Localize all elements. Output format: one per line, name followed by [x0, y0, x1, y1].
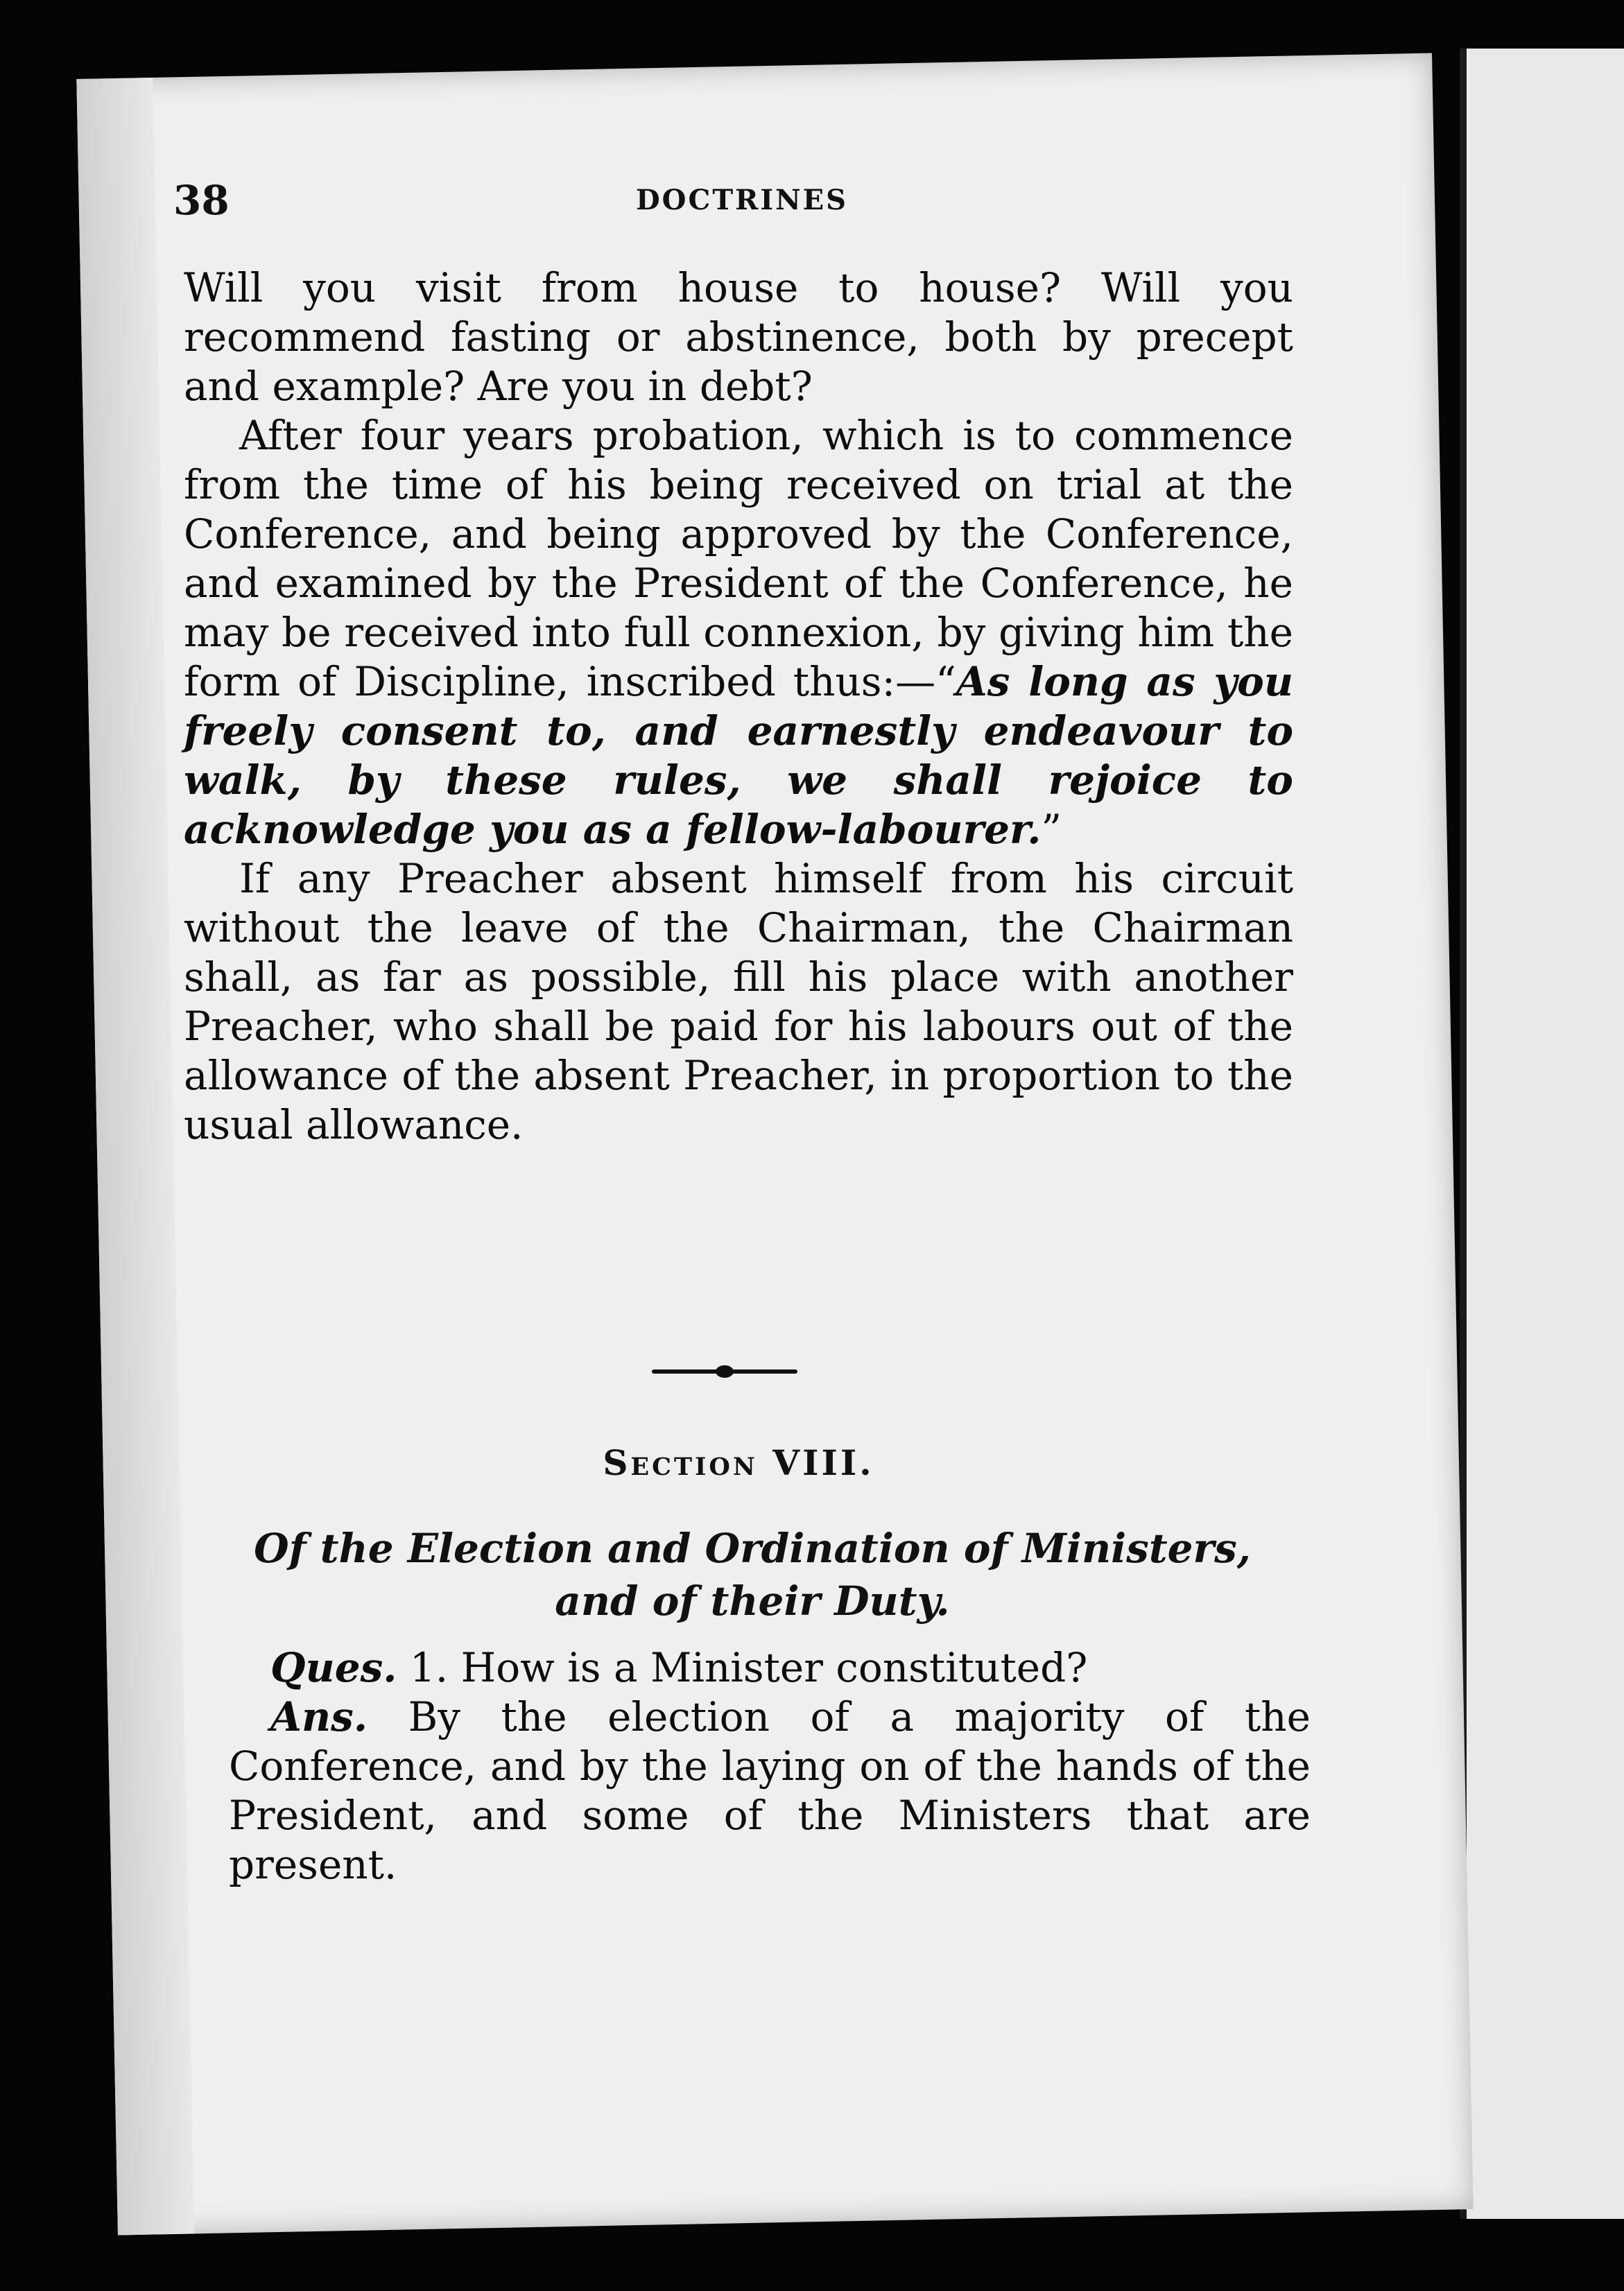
section-heading: Section VIII.	[603, 1442, 874, 1483]
page-number: 38	[173, 177, 230, 224]
section-subtitle-line-1: Of the Election and Ordination of Ministers,	[254, 1525, 1251, 1572]
question	[270, 1643, 1311, 1693]
section-subtitle	[184, 1522, 1321, 1627]
page-gutter	[76, 78, 194, 2236]
section-divider	[652, 1369, 797, 1374]
paragraph-absent-preacher: If any Preacher absent himself from his circuit without the leave of the Chairman, the Chairman shall, as far as possible, fill his place with another Preacher, who shall be paid for his labours out of the allowance of the absent Preacher, in proportion to the usual allowance.	[184, 855, 1293, 1148]
discipline-inscription: As long as you freely consent to, and earnestly endeavour to walk, by these rules, we shall rejoice to acknowledge you as a fellow-labourer.	[184, 658, 1293, 853]
page-header	[173, 177, 1311, 232]
answer-text: By the election of a majority of the Conference, and by the laying on of the hands of the President, and some of the Ministers that are present.	[229, 1693, 1311, 1888]
question-label: Ques.	[270, 1644, 397, 1691]
answer-label: Ans.	[270, 1693, 368, 1740]
closing-quote: ”	[1041, 806, 1062, 853]
body-text	[184, 263, 1293, 1150]
facing-page-edge	[1460, 49, 1624, 2219]
probation-text: After four years probation, which is to commence from the time of his being received on trial at the Conference, and being approved by the Conference, and examined by the President of the Conference, he may be received into full connexion, by giving him the form of Discipline, inscribed thus:—“	[184, 412, 1293, 705]
paragraph-probation	[184, 411, 1293, 854]
paragraph-questions: Will you visit from house to house? Will you recommend fasting or abstinence, both by precept and example? Are you in debt?	[184, 264, 1293, 410]
section-subtitle-line-2: and of their Duty.	[555, 1577, 950, 1625]
answer	[229, 1693, 1311, 1890]
question-text: 1. How is a Minister constituted?	[397, 1644, 1088, 1691]
running-head: DOCTRINES	[635, 184, 849, 216]
question-answer	[229, 1643, 1311, 1890]
